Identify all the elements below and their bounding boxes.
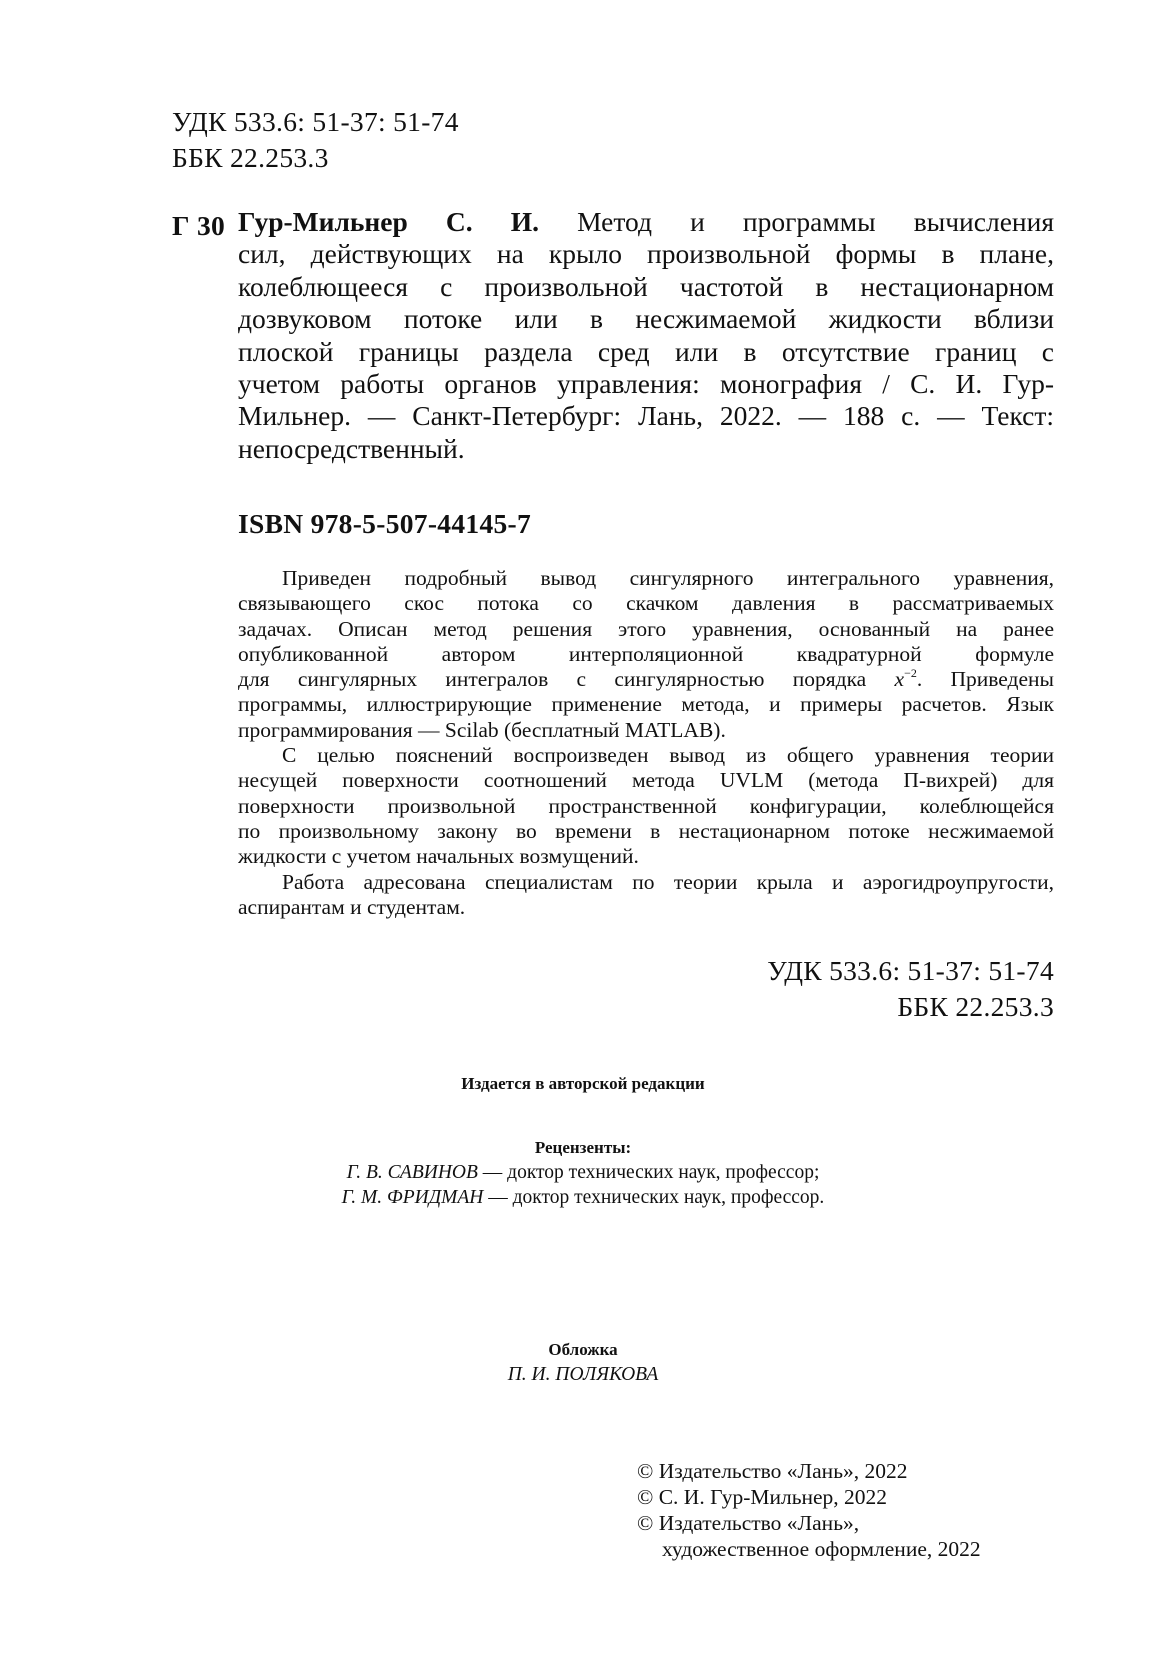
reviewer-name: Г. В. САВИНОВ [346,1162,478,1183]
author-name: Гур-Мильнер С. И. [238,206,539,237]
udk-code-bottom: УДК 533.6: 51-37: 51-74 [767,955,1054,986]
abstract-line: Работа адресована специалистам по теории крыла и аэрогидроупругости, [282,869,1054,894]
reviewer-2 [0,1187,1166,1209]
biblio-line: непосредственный. [238,432,465,464]
reviewer-name: Г. М. ФРИДМАН [341,1187,484,1208]
copyright-line: © Издательство «Лань», [637,1511,860,1535]
copyright-line: художественное оформление, 2022 [662,1537,981,1561]
reviewers-heading: Рецензенты: [534,1138,632,1157]
abstract-line: задачах. Описан метод решения этого уравнения, основанный на ранее [238,616,1054,641]
copyright-line: © С. И. Гур-Мильнер, 2022 [637,1485,888,1509]
biblio-line: учетом работы органов управления: монография / С. И. Гур- [238,367,1054,399]
biblio-line: плоской границы раздела сред или в отсутствие границ с [238,335,1054,367]
abstract-line: Приведен подробный вывод сингулярного интегрального уравнения, [282,566,1054,590]
formula-prefix: для сингулярных интегралов с сингулярностью порядка [238,667,867,692]
abstract-line-formula [238,667,1054,692]
bbk-code-top: ББК 22.253.3 [172,142,329,173]
abstract-line: С целью пояснений воспроизведен вывод из общего уравнения теории [282,743,1054,768]
biblio-line: сил, действующих на крыло произвольной формы в плане, [238,238,1054,270]
abstract-line: опубликованной автором интерполяционной квадратурной формуле [238,641,1054,666]
abstract-line: аспирантам и студентам. [238,894,466,919]
formula-exponent: −2 [904,667,917,681]
biblio-line: дозвуковом потоке или в несжимаемой жидкости вблизи [238,303,1054,335]
abstract [238,566,1054,920]
bbk-code-bottom: ББК 22.253.3 [897,991,1054,1022]
biblio-line: Мильнер. — Санкт-Петербург: Лань, 2022. — 188 с. — Текст: [238,400,1054,432]
title-start: Метод и программы вычисления [577,206,1054,237]
abstract-line: поверхности произвольной пространственной конфигурации, колеблющейся [238,793,1054,818]
copyright-line: © Издательство «Лань», 2022 [637,1459,908,1483]
abstract-line: жидкости с учетом начальных возмущений. [238,844,639,869]
author-mark: Г 30 [172,210,226,241]
formula-suffix: . Приведены [916,667,1054,692]
reviewer-1 [0,1162,1166,1184]
abstract-line: программирования — Scilab (бесплатный MATLAB). [238,717,726,742]
formula-variable: x [894,667,905,692]
cover-designer: П. И. ПОЛЯКОВА [507,1364,659,1385]
cover-heading: Обложка [548,1340,618,1359]
abstract-line: по произвольному закону во времени в нестационарном потоке несжимаемой [238,818,1054,843]
edition-note: Издается в авторской редакции [461,1074,705,1093]
isbn: ISBN 978-5-507-44145-7 [238,508,532,539]
abstract-line: программы, иллюстрирующие применение метода, и примеры расчетов. Язык [238,692,1054,717]
abstract-line: несущей поверхности соотношений метода UVLM (метода П-вихрей) для [238,768,1054,793]
reviewer-desc: — доктор технических наук, профессор. [483,1187,825,1208]
biblio-line-1 [238,206,1054,238]
biblio-line: колеблющееся с произвольной частотой в нестационарном [238,270,1054,302]
udk-code-top: УДК 533.6: 51-37: 51-74 [172,106,459,137]
bibliographic-record [238,206,1054,465]
abstract-line: связывающего скос потока со скачком давления в рассматриваемых [238,591,1054,616]
reviewer-desc: — доктор технических наук, профессор; [477,1162,820,1183]
